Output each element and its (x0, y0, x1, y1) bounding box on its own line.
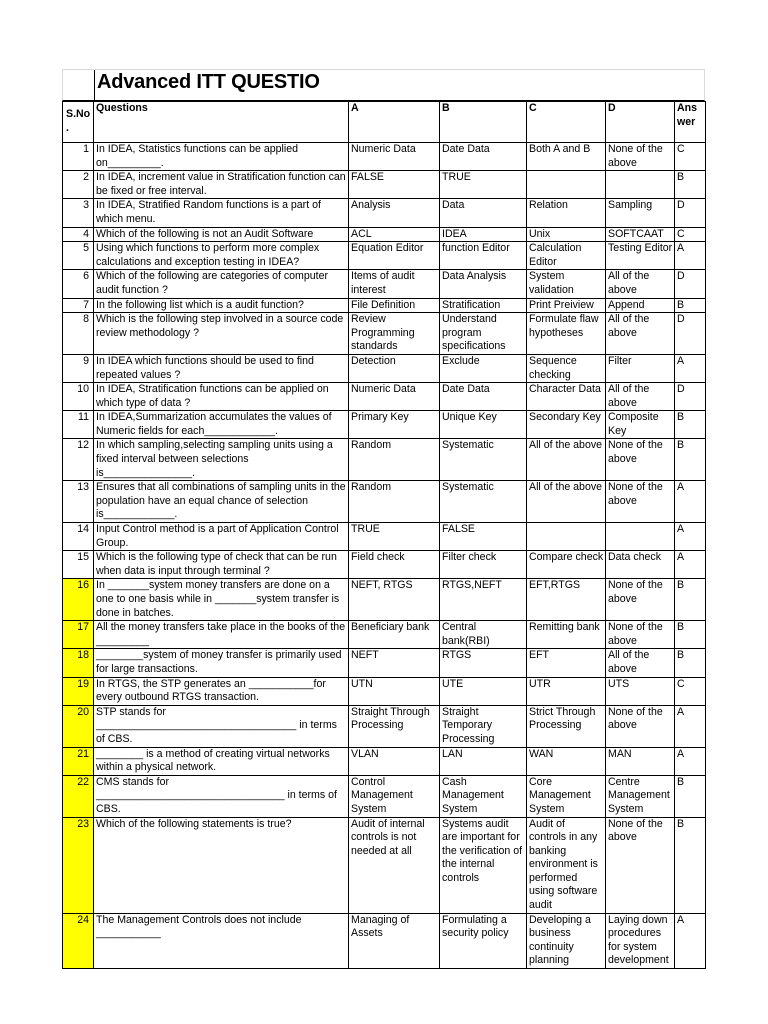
cell-option-d: Sampling (606, 199, 675, 227)
cell-option-a: NEFT (349, 649, 440, 677)
cell-sno: 10 (63, 383, 94, 411)
table-row (63, 481, 706, 523)
cell-option-d (606, 523, 675, 551)
cell-question: In which sampling,selecting sampling units using a fixed interval between selections is_______________. (94, 439, 349, 481)
cell-option-c: Calculation Editor (527, 242, 606, 270)
sheet-title: Advanced ITT QUESTIO (97, 71, 320, 93)
cell-answer: A (675, 705, 706, 747)
cell-option-b: Data Analysis (440, 270, 527, 298)
cell-sno: 9 (63, 354, 94, 382)
cell-question: Using which functions to perform more complex calculations and exception testing in IDEA? (94, 242, 349, 270)
cell-option-a: Control Management System (349, 775, 440, 817)
table-row (63, 523, 706, 551)
cell-option-d: All of the above (606, 313, 675, 355)
cell-option-d: UTS (606, 677, 675, 705)
cell-option-b: TRUE (440, 171, 527, 199)
cell-answer: D (675, 383, 706, 411)
cell-answer: B (675, 439, 706, 481)
cell-sno: 6 (63, 270, 94, 298)
table-row (63, 242, 706, 270)
cell-question: Ensures that all combinations of sampling units in the population have an equal chance of selection is____________. (94, 481, 349, 523)
cell-option-a: Detection (349, 354, 440, 382)
cell-question: The Management Controls does not include ___________ (94, 913, 349, 968)
header-a: A (349, 102, 440, 143)
cell-answer: B (675, 579, 706, 621)
cell-option-d: SOFTCAAT (606, 227, 675, 242)
cell-answer: D (675, 199, 706, 227)
cell-question: Input Control method is a part of Application Control Group. (94, 523, 349, 551)
cell-option-c: Audit of controls in any banking environment is performed using software audit (527, 817, 606, 913)
cell-answer: A (675, 747, 706, 775)
questions-table (62, 101, 706, 969)
cell-option-d: None of the above (606, 705, 675, 747)
cell-sno: 21 (63, 747, 94, 775)
header-sno: S.No . (63, 102, 94, 143)
cell-option-d: All of the above (606, 270, 675, 298)
table-row (63, 411, 706, 439)
cell-question: In IDEA which functions should be used to find repeated values ? (94, 354, 349, 382)
cell-option-d: None of the above (606, 817, 675, 913)
table-row (63, 705, 706, 747)
cell-sno: 12 (63, 439, 94, 481)
cell-answer: B (675, 649, 706, 677)
cell-question: CMS stands for ________________________________ in terms of CBS. (94, 775, 349, 817)
cell-option-b: Exclude (440, 354, 527, 382)
table-row (63, 775, 706, 817)
cell-option-d: None of the above (606, 481, 675, 523)
cell-question: Which of the following is not an Audit Software (94, 227, 349, 242)
cell-question: In IDEA, Stratification functions can be applied on which type of data ? (94, 383, 349, 411)
cell-option-b: Date Data (440, 383, 527, 411)
cell-option-b: Data (440, 199, 527, 227)
cell-question: ________ is a method of creating virtual networks within a physical network. (94, 747, 349, 775)
cell-option-d: Testing Editor (606, 242, 675, 270)
table-row (63, 551, 706, 579)
cell-option-a: Numeric Data (349, 383, 440, 411)
cell-option-a: Field check (349, 551, 440, 579)
cell-answer: A (675, 242, 706, 270)
cell-option-d: None of the above (606, 143, 675, 171)
cell-sno: 23 (63, 817, 94, 913)
cell-option-c: EFT (527, 649, 606, 677)
cell-option-b: function Editor (440, 242, 527, 270)
cell-option-b: Understand program specifications (440, 313, 527, 355)
cell-option-a: Items of audit interest (349, 270, 440, 298)
header-b: B (440, 102, 527, 143)
cell-option-c: Character Data (527, 383, 606, 411)
cell-option-a: Straight Through Processing (349, 705, 440, 747)
cell-sno: 16 (63, 579, 94, 621)
cell-option-a: Random (349, 481, 440, 523)
cell-option-d: All of the above (606, 649, 675, 677)
cell-option-b: Systematic (440, 481, 527, 523)
cell-question: ________system of money transfer is primarily used for large transactions. (94, 649, 349, 677)
cell-answer: B (675, 298, 706, 313)
table-row (63, 227, 706, 242)
cell-option-a: Audit of internal controls is not needed at all (349, 817, 440, 913)
table-row (63, 747, 706, 775)
cell-option-a: Beneficiary bank (349, 621, 440, 649)
cell-option-d: Data check (606, 551, 675, 579)
cell-question: In _______system money transfers are done on a one to one basis while in _______system transfer is done in batches. (94, 579, 349, 621)
cell-option-c: Core Management System (527, 775, 606, 817)
cell-option-a: UTN (349, 677, 440, 705)
cell-answer: C (675, 143, 706, 171)
cell-answer: C (675, 227, 706, 242)
cell-answer: A (675, 354, 706, 382)
table-row (63, 439, 706, 481)
table-row (63, 313, 706, 355)
cell-option-d: None of the above (606, 439, 675, 481)
cell-sno: 17 (63, 621, 94, 649)
cell-question: Which of the following statements is true? (94, 817, 349, 913)
cell-option-a: NEFT, RTGS (349, 579, 440, 621)
cell-sno: 19 (63, 677, 94, 705)
cell-answer: A (675, 913, 706, 968)
cell-option-b: Formulating a security policy (440, 913, 527, 968)
cell-answer: A (675, 551, 706, 579)
cell-sno: 1 (63, 143, 94, 171)
cell-sno: 11 (63, 411, 94, 439)
cell-option-a: ACL (349, 227, 440, 242)
table-row (63, 817, 706, 913)
cell-option-a: TRUE (349, 523, 440, 551)
cell-sno: 22 (63, 775, 94, 817)
cell-option-b: RTGS (440, 649, 527, 677)
cell-question: In IDEA, Statistics functions can be applied on_________. (94, 143, 349, 171)
spreadsheet (62, 69, 705, 969)
table-row (63, 171, 706, 199)
cell-answer: B (675, 171, 706, 199)
header-d: D (606, 102, 675, 143)
header-questions: Questions (94, 102, 349, 143)
cell-option-c: Compare check (527, 551, 606, 579)
cell-option-c: UTR (527, 677, 606, 705)
cell-question: In RTGS, the STP generates an ___________for every outbound RTGS transaction. (94, 677, 349, 705)
cell-option-b: UTE (440, 677, 527, 705)
title-lead-cell (63, 70, 95, 100)
cell-option-a: Primary Key (349, 411, 440, 439)
table-row (63, 579, 706, 621)
table-row (63, 649, 706, 677)
cell-option-d: None of the above (606, 621, 675, 649)
cell-option-d: Centre Management System (606, 775, 675, 817)
cell-option-c: Strict Through Processing (527, 705, 606, 747)
cell-sno: 4 (63, 227, 94, 242)
cell-sno: 13 (63, 481, 94, 523)
cell-option-d: Filter (606, 354, 675, 382)
cell-option-b: Straight Temporary Processing (440, 705, 527, 747)
cell-option-c: Remitting bank (527, 621, 606, 649)
cell-option-b: Filter check (440, 551, 527, 579)
cell-option-b: IDEA (440, 227, 527, 242)
cell-question: In IDEA, increment value in Stratification function can be fixed or free interval. (94, 171, 349, 199)
cell-option-b: Unique Key (440, 411, 527, 439)
cell-option-c: Sequence checking (527, 354, 606, 382)
cell-option-b: Date Data (440, 143, 527, 171)
cell-option-b: Central bank(RBI) (440, 621, 527, 649)
cell-option-d (606, 171, 675, 199)
cell-option-a: Review Programming standards (349, 313, 440, 355)
cell-option-a: File Definition (349, 298, 440, 313)
cell-option-b: RTGS,NEFT (440, 579, 527, 621)
cell-option-c: System validation (527, 270, 606, 298)
cell-sno: 14 (63, 523, 94, 551)
cell-option-b: Systems audit are important for the verification of the internal controls (440, 817, 527, 913)
cell-sno: 24 (63, 913, 94, 968)
header-c: C (527, 102, 606, 143)
cell-answer: C (675, 677, 706, 705)
cell-answer: B (675, 621, 706, 649)
cell-question: Which is the following type of check that can be run when data is input through terminal ? (94, 551, 349, 579)
cell-option-c: Both A and B (527, 143, 606, 171)
table-row (63, 143, 706, 171)
cell-option-c: WAN (527, 747, 606, 775)
cell-option-c (527, 523, 606, 551)
cell-option-d: Composite Key (606, 411, 675, 439)
cell-question: In IDEA, Stratified Random functions is a part of which menu. (94, 199, 349, 227)
cell-answer: A (675, 523, 706, 551)
cell-option-b: Stratification (440, 298, 527, 313)
cell-option-b: LAN (440, 747, 527, 775)
cell-option-c: Unix (527, 227, 606, 242)
cell-option-d: None of the above (606, 579, 675, 621)
cell-option-d: Laying down procedures for system development (606, 913, 675, 968)
cell-sno: 7 (63, 298, 94, 313)
cell-answer: B (675, 817, 706, 913)
table-row (63, 621, 706, 649)
table-row (63, 913, 706, 968)
cell-option-c: All of the above (527, 481, 606, 523)
cell-option-a: Random (349, 439, 440, 481)
cell-option-b: Cash Management System (440, 775, 527, 817)
cell-option-a: FALSE (349, 171, 440, 199)
title-row (62, 69, 705, 101)
cell-sno: 20 (63, 705, 94, 747)
cell-option-d: Append (606, 298, 675, 313)
cell-option-a: Equation Editor (349, 242, 440, 270)
cell-sno: 2 (63, 171, 94, 199)
cell-option-a: Analysis (349, 199, 440, 227)
header-row (63, 102, 706, 143)
cell-option-c: All of the above (527, 439, 606, 481)
cell-option-c: EFT,RTGS (527, 579, 606, 621)
cell-sno: 18 (63, 649, 94, 677)
table-row (63, 199, 706, 227)
cell-sno: 3 (63, 199, 94, 227)
cell-question: All the money transfers take place in the books of the _________ (94, 621, 349, 649)
cell-option-b: FALSE (440, 523, 527, 551)
cell-question: In the following list which is a audit function? (94, 298, 349, 313)
cell-option-a: Numeric Data (349, 143, 440, 171)
cell-option-c: Secondary Key (527, 411, 606, 439)
cell-option-c: Print Preiview (527, 298, 606, 313)
cell-question: Which of the following are categories of computer audit function ? (94, 270, 349, 298)
table-row (63, 298, 706, 313)
cell-option-c: Relation (527, 199, 606, 227)
cell-option-c (527, 171, 606, 199)
cell-question: STP stands for __________________________________ in terms of CBS. (94, 705, 349, 747)
cell-option-b: Systematic (440, 439, 527, 481)
table-row (63, 677, 706, 705)
cell-option-a: VLAN (349, 747, 440, 775)
table-row (63, 383, 706, 411)
table-row (63, 270, 706, 298)
table-row (63, 354, 706, 382)
cell-answer: D (675, 313, 706, 355)
cell-sno: 8 (63, 313, 94, 355)
cell-question: In IDEA,Summarization accumulates the values of Numeric fields for each____________. (94, 411, 349, 439)
cell-option-c: Developing a business continuity planning (527, 913, 606, 968)
cell-answer: D (675, 270, 706, 298)
cell-option-d: MAN (606, 747, 675, 775)
cell-option-c: Formulate flaw hypotheses (527, 313, 606, 355)
cell-answer: B (675, 775, 706, 817)
cell-question: Which is the following step involved in a source code review methodology ? (94, 313, 349, 355)
cell-sno: 5 (63, 242, 94, 270)
cell-option-a: Managing of Assets (349, 913, 440, 968)
cell-answer: A (675, 481, 706, 523)
cell-sno: 15 (63, 551, 94, 579)
cell-answer: B (675, 411, 706, 439)
header-answer: Ans wer (675, 102, 706, 143)
cell-option-d: All of the above (606, 383, 675, 411)
